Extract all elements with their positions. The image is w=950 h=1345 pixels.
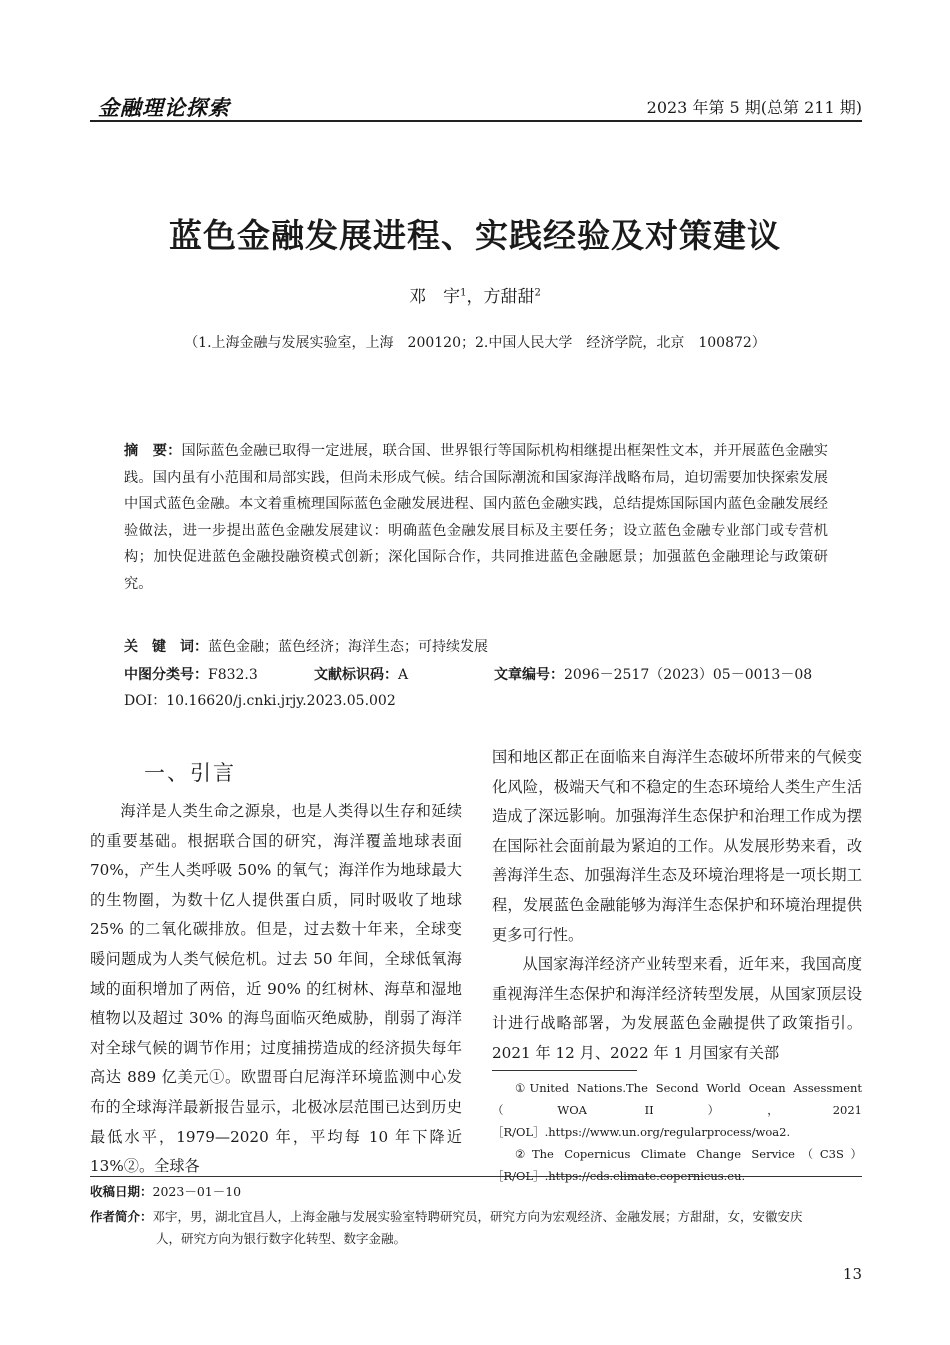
author-separator: ， <box>466 287 484 307</box>
keywords-text: 蓝色金融；蓝色经济；海洋生态；可持续发展 <box>208 639 488 655</box>
author-bio <box>90 1206 862 1250</box>
abstract <box>124 438 828 597</box>
bio-line-1: 邓宇，男，湖北宜昌人，上海金融与发展实验室特聘研究员，研究方向为宏观经济、金融发展；方甜甜，女，安徽安庆 <box>152 1209 803 1224</box>
article-number-value: 2096－2517（2023）05－0013－08 <box>564 667 813 683</box>
author-2: 方甜甜 <box>483 287 535 307</box>
article-number-label: 文章编号： <box>494 667 564 683</box>
abstract-label: 摘 要： <box>124 443 182 459</box>
body-left-column: 海洋是人类生命之源泉，也是人类得以生存和延续的重要基础。根据联合国的研究，海洋覆盖地球表面 70%，产生人类呼吸 50% 的氧气；海洋作为地球最大的生物圈，为数十亿人提供蛋白质，同时吸收了地球 25% 的二氧化碳排放。但是，过去数十年来，全球变暖问题成为人类气候危机。过去 50 年间，全球低氧海域的面积增加了两倍，近 90% 的红树林、海草和湿地植物以及超过 30% 的海鸟面临灭绝威胁，削弱了海洋对全球气候的调节作用；过度捕捞造成的经济损失每年高达 889 亿美元①。欧盟哥白尼海洋环境监测中心发布的全球海洋最新报告显示，北极冰层范围已达到历史最低水平，1979—2020 年，平均每 10 年下降近 13%②。全球各 <box>90 802 462 1176</box>
page-number: 13 <box>842 1265 862 1283</box>
header-divider <box>90 120 862 122</box>
footnote-1: ①United Nations.The Second World Ocean Assessment（WOA II），2021［R/OL］.https://www.un.org/regularprocess/woa2. <box>492 1081 862 1139</box>
doc-code-value: A <box>398 667 409 683</box>
doi: DOI：10.16620/j.cnki.jrjy.2023.05.002 <box>124 693 396 709</box>
footnotes <box>492 1077 862 1187</box>
author-2-affil-mark: 2 <box>534 287 541 299</box>
author-line <box>0 282 950 307</box>
body-right-column <box>492 743 862 1069</box>
author-1: 邓 宇 <box>409 287 461 307</box>
abstract-text: 国际蓝色金融已取得一定进展，联合国、世界银行等国际机构相继提出框架性文本，并开展蓝色金融实践。国内虽有小范围和局部实践，但尚未形成气候。结合国际潮流和国家海洋战略布局，迫切需要加快探索发展中国式蓝色金融。本文着重梳理国际蓝色金融发展进程、国内蓝色金融实践，总结提炼国际国内蓝色金融发展经验做法，进一步提出蓝色金融发展建议：明确蓝色金融发展目标及主要任务；设立蓝色金融专业部门或专营机构；加快促进蓝色金融投融资模式创新；深化国际合作，共同推进蓝色金融愿景；加强蓝色金融理论与政策研究。 <box>124 443 828 592</box>
bottom-divider <box>90 1176 862 1177</box>
keywords <box>124 634 828 660</box>
bio-label: 作者简介： <box>90 1209 153 1224</box>
doc-code-label: 文献标识码： <box>314 667 398 683</box>
received-date <box>90 1182 241 1200</box>
affiliations: （1.上海金融与发展实验室，上海 200120；2.中国人民大学 经济学院，北京 100872） <box>184 335 766 351</box>
journal-logo: 金融理论探索 <box>98 96 230 120</box>
paragraph-2: 从国家海洋经济产业转型来看，近年来，我国高度重视海洋生态保护和海洋经济转型发展，从国家顶层设计进行战略部署，为发展蓝色金融提供了政策指引。2021 年 12 月、2022 年 1 月国家有关部 <box>492 955 862 1062</box>
received-value: 2023－01－10 <box>152 1184 242 1199</box>
paragraph-continued: 国和地区都正在面临来自海洋生态破坏所带来的气候变化风险，极端天气和不稳定的生态环境给人类生产生活造成了深远影响。加强海洋生态保护和治理工作成为摆在国际社会面前最为紧迫的工作。从发展形势来看，改善海洋生态、加强海洋生态及环境治理将是一项长期工程，发展蓝色金融能够为海洋生态保护和环境治理提供更多可行性。 <box>492 748 862 944</box>
clc-value: F832.3 <box>208 667 258 683</box>
section-heading: 一、引言 <box>144 761 236 785</box>
classification-line <box>124 662 828 688</box>
received-label: 收稿日期： <box>90 1184 153 1199</box>
bio-line-2: 人，研究方向为银行数字化转型、数字金融。 <box>156 1231 407 1246</box>
footnote-divider <box>492 1070 637 1071</box>
article-title: 蓝色金融发展进程、实践经验及对策建议 <box>169 216 781 255</box>
clc-label: 中图分类号： <box>124 667 208 683</box>
keywords-label: 关 键 词： <box>124 639 208 655</box>
issue-info: 2023 年第 5 期(总第 211 期) <box>646 98 862 117</box>
author-1-affil-mark: 1 <box>460 287 467 299</box>
footnote-2: ②The Copernicus Climate Change Service（C3S）［R/OL］.https://cds.climate.copernicus.eu. <box>492 1147 862 1183</box>
